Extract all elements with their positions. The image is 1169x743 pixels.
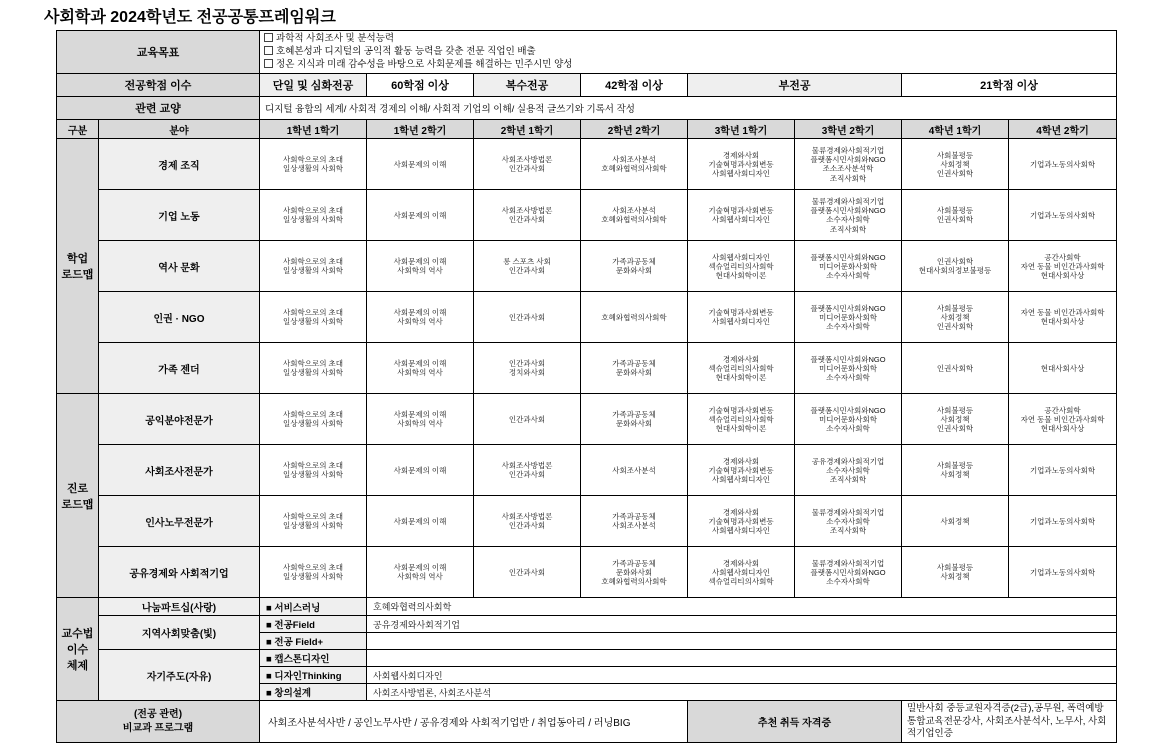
col-header-0: 구분 — [57, 120, 99, 139]
course-cell: 사회문제의 이해 — [367, 445, 474, 496]
column-header-row — [57, 120, 1117, 139]
course-cell: 물류경제와사회적기업 소수자사회학 조직사회학 — [795, 496, 902, 547]
course-cell: 플랫폼시민사회와NGO 미디어문화사회학 소수자사회학 — [795, 292, 902, 343]
course-cell: 사회조사방법론 인간과사회 — [474, 139, 581, 190]
checkbox-icon — [264, 59, 273, 68]
course-cell: 경제와사회 기술혁명과사회변동 사회웹사회디자인 — [688, 496, 795, 547]
course-cell: 사회학으로의 초대 일상생활의 사회학 — [260, 496, 367, 547]
table-row — [57, 241, 1117, 292]
course-cell: 공간사회학 자연 동물 비인간과사회학 현대사회사상 — [1009, 394, 1117, 445]
teaching-category: 자기주도(자유) — [99, 650, 260, 701]
course-cell: 가족과공동체 문화와사회 호혜와협력의사회학 — [581, 547, 688, 598]
course-cell: 사회학으로의 초대 일상생활의 사회학 — [260, 241, 367, 292]
teaching-item-value: 사회조사방법론, 사회조사분석 — [367, 684, 1117, 701]
course-cell: 가족과공동체 문화와사회 — [581, 394, 688, 445]
page-title: 사회학과 2024학년도 전공공통프레임워크 — [44, 9, 336, 26]
course-cell: 인권사회학 — [902, 343, 1009, 394]
field-label: 공유경제와 사회적기업 — [99, 547, 260, 598]
course-cell: 플랫폼시민사회와NGO 미디어문화사회학 소수자사회학 — [795, 394, 902, 445]
course-cell: 사회학으로의 초대 일상생활의 사회학 — [260, 547, 367, 598]
teaching-item-value: 사회웹사회디자인 — [367, 667, 1117, 684]
teaching-item-value: 호혜와협력의사회학 — [367, 598, 1117, 616]
credit-value-0: 60학점 이상 — [367, 74, 474, 97]
course-cell: 사회문제의 이해 사회학의 역사 — [367, 241, 474, 292]
program-label: (전공 관련) 비교과 프로그램 — [57, 701, 260, 743]
field-label: 인권 · NGO — [99, 292, 260, 343]
col-header-8: 4학년 1학기 — [902, 120, 1009, 139]
course-cell: 기술혁명과사회변동 사회웹사회디자인 — [688, 190, 795, 241]
course-cell: 경제와사회 사회웹사회디자인 섹슈얼리티의사회학 — [688, 547, 795, 598]
course-cell: 사회문제의 이해 사회학의 역사 — [367, 343, 474, 394]
teaching-item-name: ■ 서비스러닝 — [260, 598, 367, 616]
table-row — [57, 496, 1117, 547]
liberal-value: 디지털 융합의 세계/ 사회적 경제의 이해/ 사회적 기업의 이해/ 실용적 글쓰기와 기록서 작성 — [260, 97, 1117, 120]
course-cell: 경제와사회 기술혁명과사회변동 사회웹사회디자인 — [688, 139, 795, 190]
col-header-6: 3학년 1학기 — [688, 120, 795, 139]
goal-line-1: 과학적 사회조사 및 분석능력 — [264, 33, 1112, 46]
certificate-label: 추천 취득 자격증 — [688, 701, 902, 743]
course-cell: 가족과공동체 문화와사회 — [581, 241, 688, 292]
course-cell: 호혜와협력의사회학 — [581, 292, 688, 343]
course-cell: 공간사회학 자연 동물 비인간과사회학 현대사회사상 — [1009, 241, 1117, 292]
teaching-category: 나눔파트십(사랑) — [99, 598, 260, 616]
goal-label: 교육목표 — [57, 31, 260, 74]
table-row — [57, 547, 1117, 598]
field-label: 경제 조직 — [99, 139, 260, 190]
teaching-item-value — [367, 650, 1117, 667]
course-cell: 사회불평등 사회정책 인권사회학 — [902, 394, 1009, 445]
course-cell: 기업과노동의사회학 — [1009, 445, 1117, 496]
teaching-item-name: ■ 창의설계 — [260, 684, 367, 701]
field-label: 인사노무전문가 — [99, 496, 260, 547]
col-header-5: 2학년 2학기 — [581, 120, 688, 139]
col-header-3: 1학년 2학기 — [367, 120, 474, 139]
course-cell: 공유경제와사회적기업 소수자사회학 조직사회학 — [795, 445, 902, 496]
course-cell: 기술혁명과사회변동 섹슈얼리티의사회학 현대사회학이론 — [688, 394, 795, 445]
course-cell: 기술혁명과사회변동 사회웹사회디자인 — [688, 292, 795, 343]
credit-value-2: 21학점 이상 — [902, 74, 1117, 97]
course-cell: 물류경제와사회적기업 플랫폼시민사회와NGO 소수자사회학 조직사회학 — [795, 190, 902, 241]
credit-name-1: 복수전공 — [474, 74, 581, 97]
teaching-label: 교수법 이수 체제 — [57, 598, 99, 701]
course-cell: 사회문제의 이해 — [367, 496, 474, 547]
goal-row — [57, 31, 1117, 74]
course-cell: 인권사회학 현대사회의정보불평등 — [902, 241, 1009, 292]
course-cell: 사회학으로의 초대 일상생활의 사회학 — [260, 292, 367, 343]
course-cell: 사회불평등 사회정책 인권사회학 — [902, 292, 1009, 343]
teaching-row — [57, 598, 1117, 616]
course-cell: 사회학으로의 초대 일상생활의 사회학 — [260, 343, 367, 394]
col-header-2: 1학년 1학기 — [260, 120, 367, 139]
course-cell: 인간과사회 정치와사회 — [474, 343, 581, 394]
teaching-row — [57, 650, 1117, 667]
credit-name-0: 단일 및 심화전공 — [260, 74, 367, 97]
course-cell: 가족과공동체 문화와사회 — [581, 343, 688, 394]
course-cell: 현대사회사상 — [1009, 343, 1117, 394]
teaching-item-value: 공유경제와사회적기업 — [367, 616, 1117, 633]
course-cell: 인간과사회 — [474, 547, 581, 598]
teaching-item-name: ■ 전공Field — [260, 616, 367, 633]
teaching-item-name: ■ 디자인Thinking — [260, 667, 367, 684]
course-cell: 사회조사분석 호혜와협력의사회학 — [581, 190, 688, 241]
field-label: 사회조사전문가 — [99, 445, 260, 496]
course-cell: 사회문제의 이해 — [367, 139, 474, 190]
course-cell: 플랫폼시민사회와NGO 미디어문화사회학 소수자사회학 — [795, 241, 902, 292]
course-cell: 롱 스포츠 사회 인간과사회 — [474, 241, 581, 292]
course-cell: 사회조사방법론 인간과사회 — [474, 190, 581, 241]
field-label: 기업 노동 — [99, 190, 260, 241]
credit-value-1: 42학점 이상 — [581, 74, 688, 97]
checkbox-icon — [264, 46, 273, 55]
course-cell: 기업과노동의사회학 — [1009, 190, 1117, 241]
course-cell: 사회학으로의 초대 일상생활의 사회학 — [260, 190, 367, 241]
course-cell: 기업과노동의사회학 — [1009, 139, 1117, 190]
framework-table — [56, 30, 1117, 743]
goal-line-2: 호혜본성과 디지털의 공익적 활동 능력을 갖춘 전문 직업인 배출 — [264, 46, 1112, 59]
certificate-value: 밀반사회 중등교원자격증(2급),공무원, 폭력예방통합교육전문강사, 사회조사분석사, 노무사, 사회적기업인증 — [902, 701, 1117, 743]
course-cell: 사회불평등 인권사회학 — [902, 190, 1009, 241]
course-cell: 사회학으로의 초대 일상생활의 사회학 — [260, 394, 367, 445]
table-row — [57, 190, 1117, 241]
program-value: 사회조사분석사반 / 공인노무사반 / 공유경제와 사회적기업반 / 취업동아리 / 러닝BIG — [260, 701, 688, 743]
course-cell: 인간과사회 — [474, 292, 581, 343]
liberal-label: 관련 교양 — [57, 97, 260, 120]
table-row — [57, 139, 1117, 190]
course-cell: 물류경제와사회적기업 플랫폼시민사회와NGO 조소조사분석학 조직사회학 — [795, 139, 902, 190]
col-header-7: 3학년 2학기 — [795, 120, 902, 139]
group-label-career: 진로 로드맵 — [57, 394, 99, 598]
table-row — [57, 445, 1117, 496]
teaching-item-name: ■ 전공 Field+ — [260, 633, 367, 650]
course-cell: 기업과노동의사회학 — [1009, 547, 1117, 598]
course-cell: 사회불평등 사회정책 인권사회학 — [902, 139, 1009, 190]
course-cell: 사회정책 — [902, 496, 1009, 547]
course-cell: 사회문제의 이해 사회학의 역사 — [367, 292, 474, 343]
checkbox-icon — [264, 33, 273, 42]
course-cell: 사회문제의 이해 — [367, 190, 474, 241]
course-cell: 경제와사회 섹슈얼리티의사회학 현대사회학이론 — [688, 343, 795, 394]
table-row — [57, 343, 1117, 394]
footer-row — [57, 701, 1117, 743]
group-label-academic: 학업 로드맵 — [57, 139, 99, 394]
course-cell: 사회학으로의 초대 일상생활의 사회학 — [260, 445, 367, 496]
field-label: 가족 젠더 — [99, 343, 260, 394]
goal-line-3: 정온 지식과 미래 감수성을 바탕으로 사회문제를 해결하는 민주시민 양성 — [264, 59, 1112, 72]
teaching-item-value — [367, 633, 1117, 650]
course-cell: 사회웹사회디자인 섹슈얼리티의사회학 현대사회학이론 — [688, 241, 795, 292]
course-cell: 사회조사방법론 인간과사회 — [474, 496, 581, 547]
course-cell: 사회조사분석 호혜와협력의사회학 — [581, 139, 688, 190]
col-header-1: 분야 — [99, 120, 260, 139]
course-cell: 사회불평등 사회정책 — [902, 547, 1009, 598]
table-row — [57, 292, 1117, 343]
course-cell: 사회문제의 이해 사회학의 역사 — [367, 394, 474, 445]
teaching-row — [57, 616, 1117, 633]
course-cell: 사회문제의 이해 사회학의 역사 — [367, 547, 474, 598]
course-cell: 자연 동물 비인간과사회학 현대사회사상 — [1009, 292, 1117, 343]
col-header-4: 2학년 1학기 — [474, 120, 581, 139]
teaching-item-name: ■ 캡스톤디자인 — [260, 650, 367, 667]
field-label: 역사 문화 — [99, 241, 260, 292]
course-cell: 사회조사방법론 인간과사회 — [474, 445, 581, 496]
credit-name-2: 부전공 — [688, 74, 902, 97]
table-row — [57, 394, 1117, 445]
course-cell: 사회조사분석 — [581, 445, 688, 496]
course-cell: 기업과노동의사회학 — [1009, 496, 1117, 547]
course-cell: 가족과공동체 사회조사분석 — [581, 496, 688, 547]
col-header-9: 4학년 2학기 — [1009, 120, 1117, 139]
course-cell: 인간과사회 — [474, 394, 581, 445]
field-label: 공익분야전문가 — [99, 394, 260, 445]
credits-row — [57, 74, 1117, 97]
course-cell: 사회불평등 사회정책 — [902, 445, 1009, 496]
course-cell: 플랫폼시민사회와NGO 미디어문화사회학 소수자사회학 — [795, 343, 902, 394]
credits-label: 전공학점 이수 — [57, 74, 260, 97]
teaching-category: 지역사회맞춤(빛) — [99, 616, 260, 650]
liberal-row — [57, 97, 1117, 120]
goal-content — [260, 31, 1117, 74]
course-cell: 물류경제와사회적기업 플랫폼시민사회와NGO 소수자사회학 — [795, 547, 902, 598]
course-cell: 사회학으로의 초대 일상생활의 사회학 — [260, 139, 367, 190]
course-cell: 경제와사회 기술혁명과사회변동 사회웹사회디자인 — [688, 445, 795, 496]
